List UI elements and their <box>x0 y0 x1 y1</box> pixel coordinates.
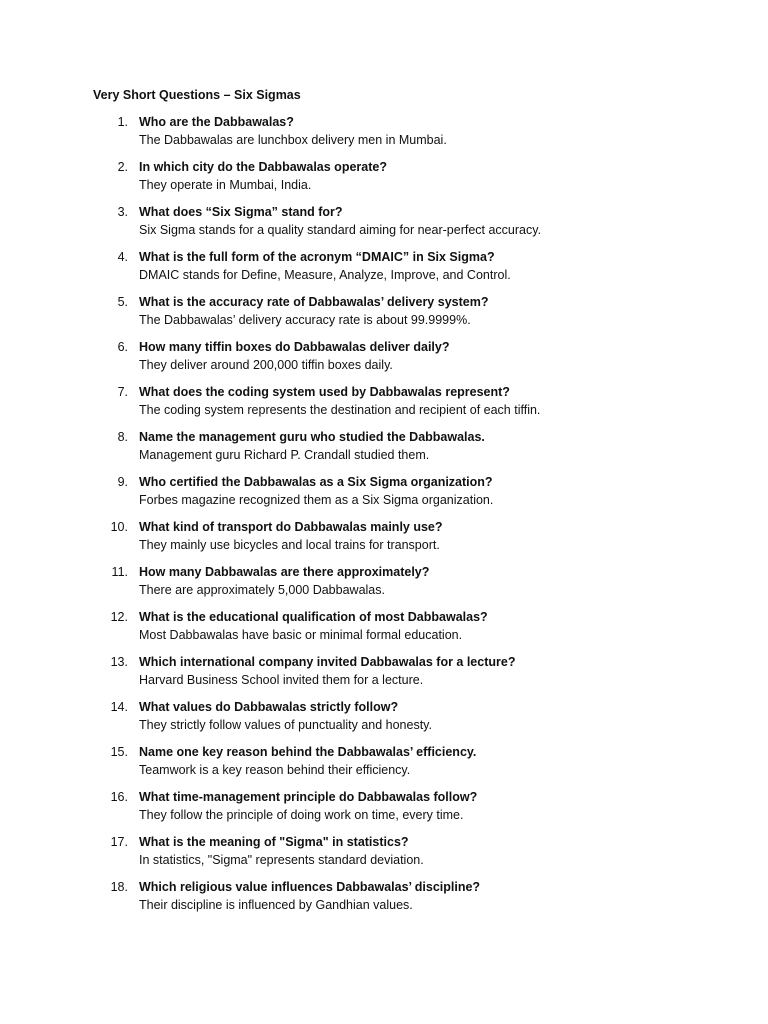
list-item <box>0 114 768 159</box>
question-text: What time-management principle do Dabbawalas follow? <box>139 790 478 804</box>
question-text: What kind of transport do Dabbawalas mainly use? <box>139 520 443 534</box>
answer-text: They follow the principle of doing work on time, every time. <box>139 808 464 822</box>
question-text: Name the management guru who studied the Dabbawalas. <box>139 430 485 444</box>
item-number: 14. <box>110 700 128 714</box>
item-number: 16. <box>110 790 128 804</box>
question-text: Which religious value influences Dabbawalas’ discipline? <box>139 880 481 894</box>
question-text: What values do Dabbawalas strictly follow? <box>139 700 399 714</box>
question-text: What is the full form of the acronym “DMAIC” in Six Sigma? <box>139 250 495 264</box>
list-item <box>0 249 768 294</box>
list-item <box>0 474 768 519</box>
list-item <box>0 789 768 834</box>
answer-text: Six Sigma stands for a quality standard aiming for near-perfect accuracy. <box>139 223 542 237</box>
item-number: 6. <box>117 340 128 354</box>
item-number: 10. <box>110 520 128 534</box>
list-item <box>0 564 768 609</box>
answer-text: They strictly follow values of punctuality and honesty. <box>139 718 432 732</box>
question-text: Name one key reason behind the Dabbawalas’ efficiency. <box>139 745 477 759</box>
list-item <box>0 744 768 789</box>
answer-text: They mainly use bicycles and local trains for transport. <box>139 538 440 552</box>
question-text: What does “Six Sigma” stand for? <box>139 205 343 219</box>
item-number: 5. <box>117 295 128 309</box>
item-number: 12. <box>110 610 128 624</box>
item-number: 13. <box>110 655 128 669</box>
answer-text: Management guru Richard P. Crandall studied them. <box>139 448 430 462</box>
question-text: In which city do the Dabbawalas operate? <box>139 160 387 174</box>
question-text: What is the accuracy rate of Dabbawalas’ delivery system? <box>139 295 489 309</box>
list-item <box>0 879 768 924</box>
item-number: 18. <box>110 880 128 894</box>
item-number: 7. <box>117 385 128 399</box>
item-number: 1. <box>117 115 128 129</box>
item-number: 17. <box>110 835 128 849</box>
question-text: Who are the Dabbawalas? <box>139 115 294 129</box>
list-item <box>0 429 768 474</box>
answer-text: Their discipline is influenced by Gandhian values. <box>139 898 413 912</box>
question-text: Which international company invited Dabbawalas for a lecture? <box>139 655 516 669</box>
answer-text: The Dabbawalas are lunchbox delivery men in Mumbai. <box>139 133 447 147</box>
question-text: What does the coding system used by Dabbawalas represent? <box>139 385 510 399</box>
item-number: 11. <box>111 565 128 579</box>
list-item <box>0 204 768 249</box>
list-item <box>0 159 768 204</box>
item-number: 2. <box>117 160 128 174</box>
document-title: Very Short Questions – Six Sigmas <box>93 88 301 102</box>
answer-text: The coding system represents the destination and recipient of each tiffin. <box>139 403 541 417</box>
item-number: 3. <box>117 205 128 219</box>
list-item <box>0 294 768 339</box>
question-text: What is the educational qualification of most Dabbawalas? <box>139 610 488 624</box>
question-text: How many Dabbawalas are there approximately? <box>139 565 430 579</box>
list-item <box>0 339 768 384</box>
list-item <box>0 699 768 744</box>
answer-text: In statistics, "Sigma" represents standard deviation. <box>139 853 424 867</box>
answer-text: Harvard Business School invited them for a lecture. <box>139 673 424 687</box>
list-item <box>0 519 768 564</box>
answer-text: They operate in Mumbai, India. <box>139 178 312 192</box>
item-number: 4. <box>117 250 128 264</box>
answer-text: The Dabbawalas’ delivery accuracy rate is about 99.9999%. <box>139 313 471 327</box>
list-item <box>0 609 768 654</box>
answer-text: They deliver around 200,000 tiffin boxes daily. <box>139 358 393 372</box>
question-text: What is the meaning of "Sigma" in statistics? <box>139 835 409 849</box>
question-text: Who certified the Dabbawalas as a Six Sigma organization? <box>139 475 493 489</box>
answer-text: There are approximately 5,000 Dabbawalas. <box>139 583 385 597</box>
answer-text: Teamwork is a key reason behind their efficiency. <box>139 763 411 777</box>
list-item <box>0 834 768 879</box>
answer-text: Forbes magazine recognized them as a Six Sigma organization. <box>139 493 494 507</box>
list-item <box>0 384 768 429</box>
answer-text: Most Dabbawalas have basic or minimal formal education. <box>139 628 463 642</box>
answer-text: DMAIC stands for Define, Measure, Analyze, Improve, and Control. <box>139 268 511 282</box>
list-item <box>0 654 768 699</box>
item-number: 9. <box>117 475 128 489</box>
item-number: 15. <box>110 745 128 759</box>
item-number: 8. <box>117 430 128 444</box>
question-text: How many tiffin boxes do Dabbawalas deliver daily? <box>139 340 450 354</box>
question-list <box>0 114 768 924</box>
